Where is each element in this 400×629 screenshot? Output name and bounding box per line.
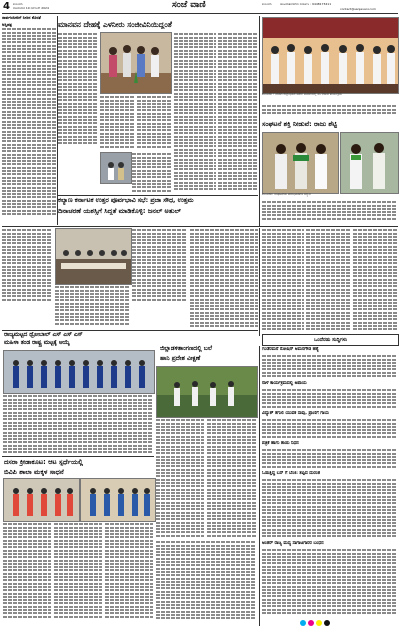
brief-3-text xyxy=(262,418,397,440)
masthead-left-date: ಸೋಮವಾರ 19 ನವೆಂಬರ್ 2024 xyxy=(13,6,49,10)
brief-1-text xyxy=(262,354,397,380)
brief-2-title: ನಾಳೆ ಕಾರ್ಯಕ್ರಮದಲ್ಲಿ ಅಪಾಯ xyxy=(262,381,307,386)
sports-rule xyxy=(2,330,258,331)
brief-5-text xyxy=(262,478,397,540)
headline-bottom-left-2: ಬಿವಿಪಿ ಶಾಲಾ ಮಕ್ಕಳ ಸಾಧನೆ xyxy=(4,468,64,476)
col-rule-4 xyxy=(259,346,260,626)
headline-ground: ಜಿಲ್ಲಾಡಳಿತಾಂಗಣದಲ್ಲಿ ಬಲೆ xyxy=(160,345,212,352)
col-rule-3 xyxy=(259,228,260,336)
photo-throwball-team xyxy=(3,350,155,394)
color-mark-magenta xyxy=(308,620,314,626)
photo-students-left xyxy=(3,478,80,522)
photo-event-stage xyxy=(262,17,399,94)
top-article-body-1 xyxy=(58,32,98,147)
middle-rule xyxy=(58,195,258,196)
headline-middle-1: ಕಲ್ಯಾಣ ಕರ್ನಾಟಕ ಉತ್ತರ ಪೂರ್ವಭಾವಿ ಸಭೆ: ಪ್ರಜಾ ಸೌಧ, ಉತ್ತಮ xyxy=(58,197,194,204)
bottom-text-1 xyxy=(3,522,51,620)
photo-meeting-small xyxy=(100,152,132,184)
headline-ground-2: ಹಾನಿ ಪ್ರದೇಶ ವೀಕ್ಷಣೆ xyxy=(160,355,201,362)
headline-top: ಮಾನವನ ದೇಹಕ್ಕೆ ಎಳನೀರು ಸಂಜೀವಿನಿಯಿದ್ದಂತೆ xyxy=(58,20,172,29)
middle-text-4 xyxy=(55,285,130,327)
color-mark-cyan xyxy=(300,620,306,626)
right-middle-text-1 xyxy=(262,228,304,333)
headline-right-top: ಸಂಘಟನೆ ಶಕ್ತಿ ನೀಡುವೆ: ರಾಜು ಶೆಟ್ಟಿ xyxy=(262,120,337,128)
col-rule-2 xyxy=(259,16,260,226)
left-box-title: ಆಸ್ತಿಪತ್ರ xyxy=(2,22,12,27)
middle-text-3 xyxy=(190,228,258,328)
middle-rule-2 xyxy=(2,226,398,227)
bottom-text-3 xyxy=(105,522,153,620)
top-article-body-6 xyxy=(218,32,258,192)
headline-sports: ರಾಜ್ಯಮಟ್ಟದ ಥ್ರೋಬಾಲ್ ಎಸ್ ಎಸ್ ಎಸ್ xyxy=(4,332,83,338)
brief-6-title: ಅಂತರ್ ರಾಜ್ಯ ಮದ್ಯ ಸಾಗಾಟಗಾರರ ಬಂಧನ xyxy=(262,541,324,546)
right-top-body-2 xyxy=(262,200,397,224)
photo-caption-1: ಕಲಬುರಗಿ : ನಗರದ ಜಿಲ್ಲಾಧಿಕಾರಿ ಕಚೇರಿ ಆವರಣದಲ್ಲಿ ಸಸಿ ನೆಡುವ ಕಾರ್ಯಕ್ರಮ xyxy=(262,93,343,96)
right-middle-text-2 xyxy=(306,228,351,333)
photo-caption-2: ಕಲಬುರಗಿ: ಸಂಘಟನೆಯ ಪದಾಧಿಕಾರಿಗಳ ಸನ್ಮಾನ xyxy=(262,193,311,196)
brief-box xyxy=(262,334,399,346)
top-article-body-4 xyxy=(132,152,172,192)
photo-meeting-hall xyxy=(55,228,132,285)
right-top-body xyxy=(262,104,397,118)
top-article-body-3 xyxy=(137,95,172,150)
color-mark-yellow xyxy=(316,620,322,626)
ground-text-1 xyxy=(156,418,204,538)
masthead-contact: ಜಾಹೀರಾತುಗಳಿಗಾಗಿ ಸಂಪರ್ಕಿಸಿ : 9448173411 xyxy=(280,2,332,6)
bottom-text-4 xyxy=(156,540,256,620)
registration-marks xyxy=(300,620,396,626)
right-middle-text-3 xyxy=(353,228,397,333)
masthead-rule xyxy=(2,13,398,14)
photo-felicitation-2 xyxy=(340,132,399,194)
middle-text-2 xyxy=(132,228,187,303)
headline-middle-2: ದಿನಾಚರಣೆ ಯಶಸ್ಸಿಗೆ ಸಿದ್ಧತೆ ಮಾಡಿಕೊಳ್ಳಿ: ಜನಲ್ ಅತುಲ್ xyxy=(58,207,181,215)
headline-sports-2: ಮಹಿಳಾ ತಂಡ ರಾಷ್ಟ್ರ ಮಟ್ಟಕ್ಕೆ ಆಯ್ಕೆ xyxy=(4,340,70,346)
masthead-right-info: ಕಲಬುರಗಿ xyxy=(262,2,272,6)
brief-1-title: ಗಂಡೆರಮನೆ ರೋಷಿನ್ ಅಮರಗೌಡ ಹತ್ಯೆ xyxy=(262,347,319,352)
ground-text-2 xyxy=(207,418,257,538)
masthead-email: contact@sanjevani.com xyxy=(340,7,376,11)
masthead-title: ಸಂಜೆ ವಾಣಿ xyxy=(172,0,206,10)
photo-felicitation xyxy=(262,132,339,194)
top-article-body-2 xyxy=(100,95,135,150)
masthead-left-info: ಕಲಬುರಗಿ xyxy=(13,2,23,6)
brief-5-title: ಓಡುತ್ತಿದ್ದ ಬಸ್ ಗೆ ಬೆಂಕಿ: ತಪ್ಪಿದ ದುರಂತ xyxy=(262,471,321,476)
brief-4-text xyxy=(262,448,397,470)
color-mark-black xyxy=(324,620,330,626)
bottom-rule xyxy=(2,456,154,457)
sports-text xyxy=(3,394,153,454)
brief-3-title: ವಿದ್ಯುತ್ ತಗುಲಿ ಯುವಕ ಸಾವು, ಪ್ರಾಣಿಗೆ ಗಾಯ xyxy=(262,411,329,416)
photo-students-right xyxy=(80,478,156,522)
photo-tree-planting xyxy=(100,32,172,94)
middle-left-text xyxy=(2,228,52,303)
headline-bottom-left: ದಸರಾ ಕ್ರೀಡಾಕೂಟ: ಆಟ ಸ್ಪರ್ಧೆಯಲ್ಲಿ xyxy=(4,458,84,466)
left-column-text xyxy=(2,27,57,217)
bottom-text-2 xyxy=(54,522,102,620)
brief-2-text xyxy=(262,388,397,410)
page-number: 4 xyxy=(3,1,10,12)
photo-inspection xyxy=(156,366,258,418)
left-column-header: ಸಾರ್ವಜನಿಕರಿಗೆ ನೀರಿನ ಕೊರತೆ xyxy=(2,15,41,20)
brief-6-text xyxy=(262,548,397,618)
brief-4-title: ಪತ್ರಿಕೆ ಹಾಗು ತಾಯಿ ನಿಧನ xyxy=(262,441,299,446)
brief-box-label: ಒಂದೆರಡು ಸುದ್ದಿಗಳು xyxy=(313,337,348,343)
top-article-body-5 xyxy=(174,32,216,192)
